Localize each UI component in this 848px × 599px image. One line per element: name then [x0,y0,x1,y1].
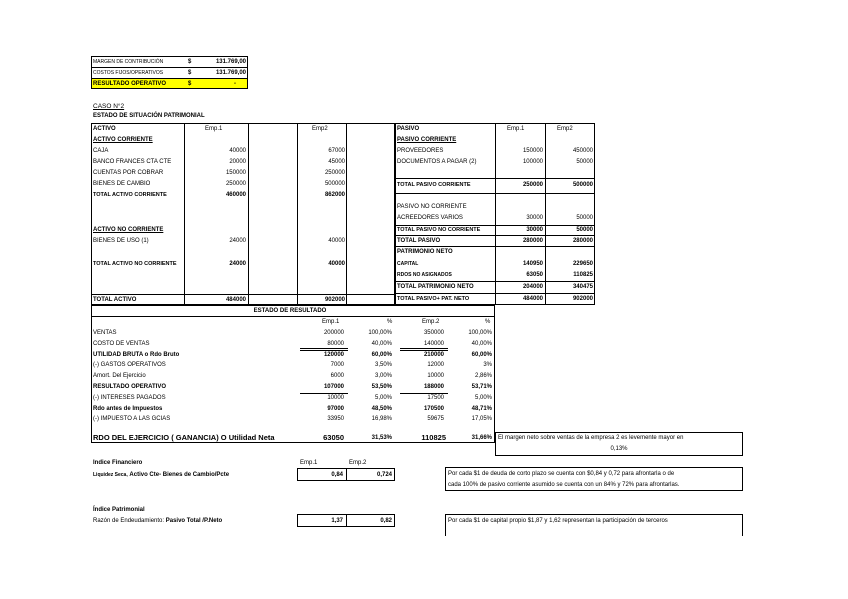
er-row-v2: 170500 [423,406,444,412]
er-row-v2: 210000 [423,352,444,358]
activo-row-v2: 500000 [324,181,345,187]
pasivo-row-v2: 450000 [572,148,593,154]
activo-row-label: CUENTAS POR COBRAR [93,170,164,176]
bienes-uso-v1: 24000 [229,238,246,244]
er-emp2-header: Emp.2 [422,319,440,325]
er-row-v1: 7000 [330,362,344,368]
er-row-label: VENTAS [93,330,117,336]
esp-title: ESTADO DE SITUACIÓN PATRIMONIAL [93,113,205,119]
er-row-p1: 3,00% [374,373,392,379]
total-pasivo-corriente-v1: 250000 [522,182,543,188]
activo-row-v2: 250000 [324,170,345,176]
er-row-label: UTILIDAD BRUTA o Rdo Bruto [93,352,180,358]
er-row-v2: 17500 [427,395,444,401]
er-row-p1: 5,00% [374,395,392,401]
er-row-v2: 140000 [423,341,444,347]
activo-row-label: CAJA [93,148,109,154]
er-final-v2: 110825 [421,433,446,442]
er-row-label: (-) IMPUESTO A LAS GCIAS [93,416,171,422]
total-activo-v1: 484000 [225,297,246,303]
er-row-v1: 200000 [323,330,344,336]
rdos-v1: 63050 [526,272,543,278]
indice-emp2-header: Emp.2 [349,460,367,466]
total-activo-corriente-v2: 862000 [324,192,345,198]
er-row-v2: 59675 [427,416,444,422]
total-activo-corriente-label: TOTAL ACTIVO CORRIENTE [93,192,167,198]
total-pasivo-label: TOTAL PASIVO [397,238,441,244]
er-row-label: RESULTADO OPERATIVO [93,384,167,390]
er-row-v1: 107000 [323,384,344,390]
acreedores-v2: 50000 [576,215,593,221]
total-activo-no-corriente-label: TOTAL ACTIVO NO CORRIENTE [93,261,177,267]
total-activo-no-corriente-v2: 40000 [328,261,345,267]
total-activo-no-corriente-v1: 24000 [229,261,246,267]
bienes-uso-label: BIENES DE USO (1) [93,238,149,244]
pasivo-row-label: DOCUMENTOS A PAGAR (2) [397,159,477,165]
endeudamiento-label [93,517,222,525]
bienes-uso-v2: 40000 [328,238,345,244]
total-activo-label: TOTAL ACTIVO [93,297,137,303]
liquidez-v1: 0,84 [331,472,343,478]
pasivo-row-v1: 100000 [522,159,543,165]
er-row-v1: 33950 [327,416,344,422]
margen-currency: $ [188,59,192,65]
er-row-v1: 120000 [323,352,344,358]
activo-row-v2: 67000 [328,148,345,154]
activo-row-v2: 45000 [328,159,345,165]
liquidez-label-a: Liquidez Seca, [93,472,128,478]
pasivo-no-corriente-header: PASIVO NO CORRIENTE [397,204,467,210]
er-final-v1: 63050 [323,433,344,442]
er-final-label: RDO DEL EJERCICIO ( GANANCIA) O Utilidad Neta [93,433,275,442]
total-pasivo-pn-label: TOTAL PASIVO+ PAT. NETO [397,296,470,302]
total-pasivo-corriente-label: TOTAL PASIVO CORRIENTE [397,182,471,188]
capital-v2: 229650 [572,261,593,267]
activo-corriente-header: ACTIVO CORRIENTE [93,137,153,143]
er-row-v1: 6000 [330,373,344,379]
activo-row-label: BANCO FRANCES CTA CTE [93,159,172,165]
total-activo-v2: 902000 [324,297,345,303]
total-pasivo-v1: 280000 [522,238,543,244]
er-row-v2: 10000 [427,373,444,379]
er-row-p2: 5,00% [474,395,492,401]
pasivo-emp2-header: Emp2 [557,126,573,132]
er-row-label: COSTO DE VENTAS [93,341,150,347]
activo-row-v1: 40000 [229,148,246,154]
endeudamiento-v1: 1,37 [331,518,343,524]
pasivo-header: PASIVO [397,126,420,132]
total-pasivo-no-corriente-v1: 30000 [526,227,543,233]
er-row-v2: 350000 [423,330,444,336]
patrimonio-neto-header: PATRIMONIO NETO [397,249,453,255]
er-final-p1: 31,53% [371,435,392,441]
er-row-label: (-) INTERESES PAGADOS [93,395,166,401]
acreedores-label: ACREEDORES VARIOS [397,215,463,221]
endeudamiento-label-a: Razón de Endeudamiento: [93,518,165,524]
liquidez-label [93,471,229,479]
acreedores-v1: 30000 [526,215,543,221]
er-row-p2: 53,71% [471,384,492,390]
er-title: ESTADO DE RESULTADO [253,308,327,314]
total-pasivo-v2: 280000 [572,238,593,244]
resultado-currency: $ [188,81,192,87]
total-pasivo-corriente-v2: 500000 [572,182,593,188]
er-final-p2: 31,66% [471,435,492,441]
liquidez-label-b: Activo Cte- Bienes de Cambio/Pcte [129,472,230,478]
endeudamiento-v2: 0,82 [380,518,392,524]
total-activo-corriente-v1: 460000 [225,192,246,198]
total-pasivo-pn-v2: 902000 [572,296,593,302]
caso-label: CASO N°2 [93,103,125,110]
total-pasivo-no-corriente-label: TOTAL PASIVO NO CORRIENTE [397,227,481,233]
total-pasivo-pn-v1: 484000 [522,296,543,302]
total-pn-label: TOTAL PATRIMONIO NETO [397,284,474,290]
indice-financiero-title: Indice Financiero [93,460,143,466]
costos-label: COSTOS FIJOS/OPERATIVOS [93,70,164,76]
activo-row-v1: 20000 [229,159,246,165]
rdos-label: RDOS NO ASIGNADOS [397,272,452,278]
er-note-line1: El margen neto sobre ventas de la empresa 2 es levemente mayor en [498,435,684,441]
total-pn-v2: 340475 [572,284,593,290]
fin-note-line1: Por cada $1 de deuda de corto plazo se cuenta con $0,84 y 0,72 para afrontarla o de [448,471,675,477]
rdos-v2: 110825 [573,272,593,278]
costos-currency: $ [188,70,192,76]
activo-row-v1: 150000 [225,170,246,176]
er-pct1-header: % [387,319,393,325]
endeudamiento-label-b: Pasivo Total /P.Neto [165,518,223,524]
total-pasivo-no-corriente-v2: 50000 [576,227,593,233]
activo-row-label: BIENES DE CAMBIO [93,181,151,187]
er-note-line2: 0,13% [610,446,628,452]
costos-value: 131.769,00 [215,70,246,76]
pat-note: Por cada $1 de capital propio $1,87 y 1,62 representan la participación de terceros [448,518,668,524]
pasivo-row-v2: 50000 [576,159,593,165]
activo-header: ACTIVO [93,126,116,132]
resultado-value: - [234,81,236,87]
er-row-p2: 100,00% [468,330,492,336]
er-row-p1: 16,98% [371,416,392,422]
er-row-p1: 3,50% [374,362,392,368]
resultado-label: RESULTADO OPERATIVO [93,81,167,87]
pasivo-corriente-header: PASIVO CORRIENTE [397,137,457,143]
er-row-p1: 48,50% [371,406,392,412]
er-row-v2: 188000 [423,384,444,390]
er-row-p2: 2,86% [474,373,492,379]
indice-emp1-header: Emp.1 [300,460,318,466]
er-row-p2: 17,05% [471,416,492,422]
er-row-v1: 80000 [327,341,344,347]
er-row-p1: 53,50% [371,384,392,390]
er-row-p1: 100,00% [368,330,392,336]
fin-note-line2: cada 100% de pasivo corriente asumido se cuenta con un 84% y 72% para afrontarlas. [448,482,680,488]
capital-v1: 140950 [522,261,543,267]
activo-no-corriente-header: ACTIVO NO CORRIENTE [93,227,164,233]
er-row-label: Rdo antes de Impuestos [93,406,163,412]
er-row-p1: 60,00% [371,352,392,358]
er-row-p2: 3% [483,362,492,368]
er-row-v1: 97000 [327,406,344,412]
activo-emp1-header: Emp.1 [205,126,223,132]
margen-value: 131.769,00 [215,59,246,65]
er-pct2-header: % [485,319,491,325]
er-row-v1: 10000 [327,395,344,401]
activo-row-v1: 250000 [225,181,246,187]
er-row-v2: 12000 [427,362,444,368]
er-row-label: Amort. Del Ejercicio [93,373,146,379]
er-row-p2: 60,00% [471,352,492,358]
margen-label: MARGEN DE CONTRIBUCIÓN [93,59,164,65]
pasivo-row-v1: 150000 [522,148,543,154]
indice-patrimonial-title: Índice Patrimonial [93,507,145,513]
activo-emp2-header: Emp2 [312,126,328,132]
er-row-p2: 48,71% [471,406,492,412]
er-row-label: (-) GASTOS OPERATIVOS [93,362,166,368]
total-pn-v1: 204000 [522,284,543,290]
pasivo-row-label: PROVEEDORES [397,148,444,154]
pasivo-emp1-header: Emp.1 [507,126,525,132]
liquidez-v2: 0,724 [376,472,392,478]
er-emp1-header: Emp.1 [322,319,340,325]
er-row-p2: 40,00% [471,341,492,347]
capital-label: CAPITAL [397,261,419,267]
er-row-p1: 40,00% [371,341,392,347]
